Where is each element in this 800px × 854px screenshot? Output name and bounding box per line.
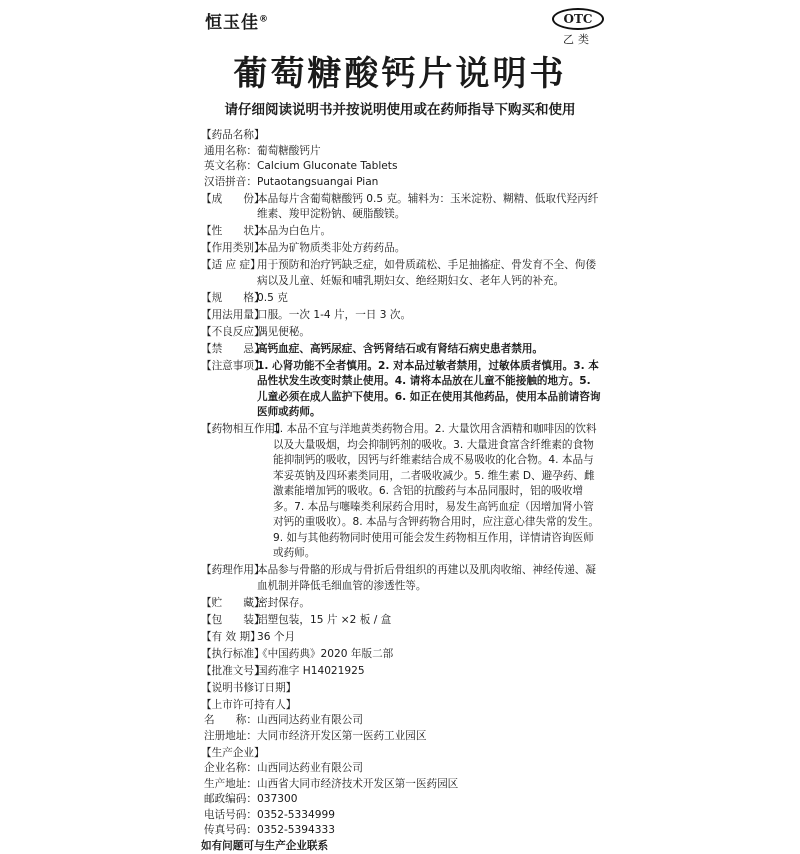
fax-value: 0352-5394333 (257, 823, 601, 839)
zip-label: 邮政编码： (201, 792, 257, 808)
standard-value: 《中国药典》2020 年版二部 (257, 647, 601, 663)
brand-logo (205, 8, 269, 33)
adverse-value: 偶见便秘。 (257, 325, 601, 341)
manufacturer-address-value: 山西省大同市经济技术开发区第一医药园区 (257, 777, 601, 793)
adverse-label: 【不良反应】 (201, 325, 257, 341)
holder-address-value: 大同市经济开发区第一医药工业园区 (257, 729, 601, 745)
precautions-value: 1. 心肾功能不全者慎用。2. 对本品过敏者禁用，过敏体质者慎用。3. 本品性状发生改变时禁止使用。4. 请将本品放在儿童不能接触的地方。5. 儿童必须在成人监护下使用。6. 如正在使用其他药品，使用本品前请咨询医师或药师。 (257, 359, 601, 421)
appearance-value: 本品为白色片。 (257, 224, 601, 240)
storage-label: 【贮 藏】 (201, 596, 257, 612)
category-value: 本品为矿物质类非处方药药品。 (257, 241, 601, 257)
dosage-value: 口服。一次 1-4 片，一日 3 次。 (257, 308, 601, 324)
document-title: 葡萄糖酸钙片说明书 (200, 52, 600, 96)
interactions-label: 【药物相互作用】 (201, 422, 273, 438)
brand-name: 恒玉佳 (205, 13, 259, 33)
section-label-drug-name: 【药品名称】 (201, 128, 257, 144)
holder-name-value: 山西同达药业有限公司 (257, 713, 601, 729)
pinyin-value: Putaotangsuangai Pian (257, 175, 601, 191)
manufacturer-name-label: 企业名称： (201, 761, 257, 777)
indications-label: 【适 应 症】 (201, 258, 257, 274)
category-label: 【作用类别】 (201, 241, 257, 257)
dosage-label: 【用法用量】 (201, 308, 257, 324)
otc-badge (552, 8, 604, 46)
pinyin-label: 汉语拼音： (201, 175, 257, 191)
standard-label: 【执行标准】 (201, 647, 257, 663)
validity-value: 36 个月 (257, 630, 601, 646)
leaflet-body (201, 128, 601, 854)
fax-label: 传真号码： (201, 823, 257, 839)
precautions-label: 【注意事项】 (201, 359, 257, 375)
spec-label: 【规 格】 (201, 291, 257, 307)
document-subtitle: 请仔细阅读说明书并按说明使用或在药师指导下购买和使用 (200, 101, 600, 119)
otc-class: 乙类 (552, 31, 604, 47)
pharmacology-value: 本品参与骨骼的形成与骨折后骨组织的再建以及肌肉收缩、神经传递、凝血机制并降低毛细血管的渗透性等。 (257, 563, 601, 594)
interactions-value: 1. 本品不宜与洋地黄类药物合用。2. 大量饮用含酒精和咖啡因的饮料以及大量吸烟，均会抑制钙剂的吸收。3. 大量进食富含纤维素的食物能抑制钙的吸收，因钙与纤维素结合成不易吸收的化合物。4. 本品与苯妥英钠及四环素类同用，二者吸收减少。5. 维生素 D、避孕药、雌激素能增加钙的吸收。6. 含铝的抗酸药与本品同服时，铝的吸收增多。7. 本品与噻嗪类利尿药合用时，易发生高钙血症（因增加肾小管对钙的重吸收）。8. 本品与含钾药物合用时，应注意心律失常的发生。9. 如与其他药物同时使用可能会发生药物相互作用，详情请咨询医师或药师。 (273, 422, 601, 562)
manufacturer-name-value: 山西同达药业有限公司 (257, 761, 601, 777)
validity-label: 【有 效 期】 (201, 630, 257, 646)
generic-name-value: 葡萄糖酸钙片 (257, 144, 601, 160)
indications-value: 用于预防和治疗钙缺乏症，如骨质疏松、手足抽搐症、骨发育不全、佝偻病以及儿童、妊娠和哺乳期妇女、绝经期妇女、老年人钙的补充。 (257, 258, 601, 289)
english-name-value: Calcium Gluconate Tablets (257, 159, 601, 175)
contraindications-label: 【禁 忌】 (201, 342, 257, 358)
phone-label: 电话号码： (201, 808, 257, 824)
footer-note: 如有问题可与生产企业联系 (201, 839, 328, 854)
manufacturer-label: 【生产企业】 (201, 746, 257, 762)
zip-value: 037300 (257, 792, 601, 808)
english-name-label: 英文名称： (201, 159, 257, 175)
holder-address-label: 注册地址： (201, 729, 257, 745)
generic-name-label: 通用名称： (201, 144, 257, 160)
spec-value: 0.5 克 (257, 291, 601, 307)
approval-value: 国药准字 H14021925 (257, 664, 601, 680)
package-value: 铝塑包装，15 片 ×2 板 / 盒 (257, 613, 601, 629)
package-label: 【包 装】 (201, 613, 257, 629)
appearance-label: 【性 状】 (201, 224, 257, 240)
holder-label: 【上市许可持有人】 (201, 698, 257, 714)
holder-name-label: 名 称： (201, 713, 257, 729)
otc-label: OTC (552, 8, 604, 30)
pharmacology-label: 【药理作用】 (201, 563, 257, 579)
composition-label: 【成 份】 (201, 192, 257, 208)
storage-value: 密封保存。 (257, 596, 601, 612)
contraindications-value: 高钙血症、高钙尿症、含钙肾结石或有肾结石病史患者禁用。 (257, 342, 601, 358)
approval-label: 【批准文号】 (201, 664, 257, 680)
manufacturer-address-label: 生产地址： (201, 777, 257, 793)
revision-date-label: 【说明书修订日期】 (201, 681, 257, 697)
phone-value: 0352-5334999 (257, 808, 601, 824)
composition-value: 本品每片含葡萄糖酸钙 0.5 克。辅料为：玉米淀粉、糊精、低取代羟丙纤维素、羧甲淀粉钠、硬脂酸镁。 (257, 192, 601, 223)
registered-mark: ® (259, 14, 269, 24)
